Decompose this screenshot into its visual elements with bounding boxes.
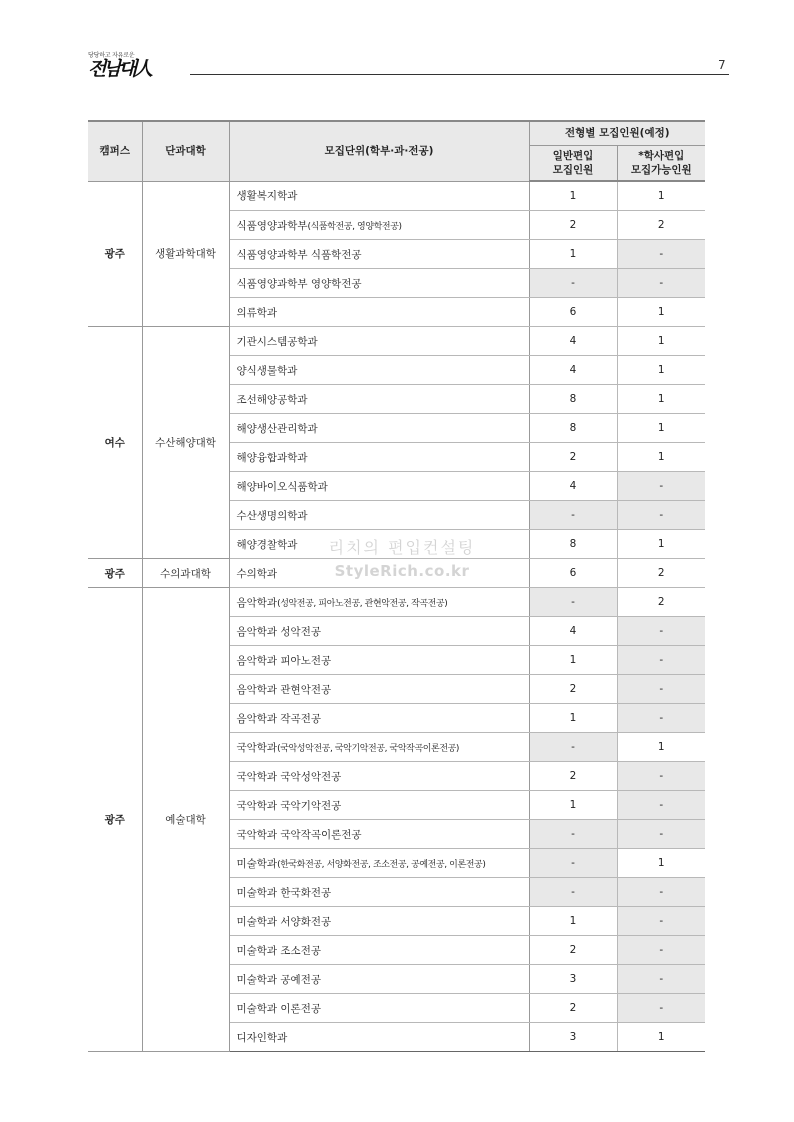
general-count-cell: 2: [529, 994, 617, 1023]
unit-name: 해양경찰학과: [236, 538, 298, 551]
unit-cell: [229, 472, 529, 501]
unit-name: 음악학과 성악전공: [236, 625, 321, 638]
unit-name: 수산생명의학과: [236, 509, 308, 522]
unit-subtitle: (성악전공, 피아노전공, 관현악전공, 작곡전공): [277, 598, 448, 609]
unit-name: 미술학과 공예전공: [236, 973, 321, 986]
table-row: [88, 327, 705, 356]
admission-table: [88, 120, 705, 1052]
unit-name: 국악학과 국악기악전공: [236, 799, 342, 812]
header-general-line1: 일반편입: [552, 149, 594, 162]
unit-name: 국악학과 국악작곡이론전공: [236, 828, 362, 841]
unit-name: 음악학과 관현악전공: [236, 683, 332, 696]
header-unit: 모집단위(학부·과·전공): [229, 121, 529, 181]
bachelor-count-cell: 1: [617, 327, 705, 356]
unit-cell: [229, 994, 529, 1023]
unit-name: 음악학과 피아노전공: [236, 654, 332, 667]
campus-cell: 광주: [88, 181, 142, 327]
college-cell: 예술대학: [142, 588, 229, 1052]
general-count-cell: 8: [529, 414, 617, 443]
header-rule: [190, 74, 729, 75]
unit-cell: [229, 646, 529, 675]
unit-cell: [229, 849, 529, 878]
unit-name: 수의학과: [236, 567, 278, 580]
general-count-cell: 4: [529, 327, 617, 356]
header-bachelor-line1: *학사편입: [638, 149, 685, 162]
bachelor-count-cell: 1: [617, 385, 705, 414]
general-count-cell: 2: [529, 443, 617, 472]
unit-name: 국악학과 국악성악전공: [236, 770, 342, 783]
unit-cell: [229, 675, 529, 704]
unit-cell: [229, 588, 529, 617]
campus-cell: 여수: [88, 327, 142, 559]
unit-name: 식품영양과학부 영양학전공: [236, 277, 362, 290]
general-count-cell: 3: [529, 1023, 617, 1052]
bachelor-count-cell: -: [617, 472, 705, 501]
unit-name: 국악학과: [236, 741, 278, 754]
bachelor-count-cell: -: [617, 965, 705, 994]
unit-cell: [229, 733, 529, 762]
bachelor-count-cell: -: [617, 704, 705, 733]
general-count-cell: -: [529, 501, 617, 530]
unit-name: 조선해양공학과: [236, 393, 308, 406]
campus-cell: 광주: [88, 559, 142, 588]
unit-name: 미술학과 서양화전공: [236, 915, 332, 928]
unit-cell: [229, 936, 529, 965]
bachelor-count-cell: 2: [617, 211, 705, 240]
general-count-cell: 3: [529, 965, 617, 994]
unit-name: 식품영양과학부 식품학전공: [236, 248, 362, 261]
unit-name: 식품영양과학부: [236, 219, 308, 232]
bachelor-count-cell: 1: [617, 530, 705, 559]
bachelor-count-cell: -: [617, 501, 705, 530]
bachelor-count-cell: -: [617, 762, 705, 791]
bachelor-count-cell: -: [617, 820, 705, 849]
unit-name: 음악학과: [236, 596, 278, 609]
unit-name: 디자인학과: [236, 1031, 288, 1044]
general-count-cell: -: [529, 849, 617, 878]
general-count-cell: -: [529, 878, 617, 907]
unit-subtitle: (국악성악전공, 국악기악전공, 국악작곡이론전공): [277, 743, 460, 754]
general-count-cell: 1: [529, 791, 617, 820]
bachelor-count-cell: -: [617, 994, 705, 1023]
general-count-cell: -: [529, 820, 617, 849]
unit-cell: [229, 414, 529, 443]
general-count-cell: 4: [529, 617, 617, 646]
general-count-cell: -: [529, 269, 617, 298]
unit-cell: [229, 327, 529, 356]
college-cell: 수산해양대학: [142, 327, 229, 559]
table-row: [88, 588, 705, 617]
watermark-line1: 리치의 편입컨설팅: [328, 538, 476, 557]
unit-name: 기관시스템공학과: [236, 335, 318, 348]
unit-cell: [229, 298, 529, 327]
general-count-cell: -: [529, 733, 617, 762]
unit-name: 양식생물학과: [236, 364, 298, 377]
general-count-cell: 6: [529, 559, 617, 588]
bachelor-count-cell: -: [617, 646, 705, 675]
header-recruit-group: 전형별 모집인원(예정): [529, 121, 705, 145]
unit-cell: [229, 762, 529, 791]
unit-name: 해양생산관리학과: [236, 422, 318, 435]
bachelor-count-cell: -: [617, 791, 705, 820]
unit-cell: [229, 559, 529, 588]
bachelor-count-cell: 2: [617, 559, 705, 588]
general-count-cell: 4: [529, 356, 617, 385]
unit-cell: [229, 704, 529, 733]
bachelor-count-cell: 1: [617, 733, 705, 762]
header-general-line2: 모집인원: [552, 163, 594, 176]
bachelor-count-cell: -: [617, 617, 705, 646]
bachelor-count-cell: -: [617, 878, 705, 907]
bachelor-count-cell: -: [617, 936, 705, 965]
general-count-cell: 2: [529, 211, 617, 240]
bachelor-count-cell: 1: [617, 849, 705, 878]
unit-subtitle: (한국화전공, 서양화전공, 조소전공, 공예전공, 이론전공): [277, 859, 486, 870]
general-count-cell: 6: [529, 298, 617, 327]
unit-cell: [229, 211, 529, 240]
general-count-cell: 1: [529, 240, 617, 269]
general-count-cell: 2: [529, 675, 617, 704]
general-count-cell: -: [529, 588, 617, 617]
header-general: [529, 145, 617, 181]
unit-cell: [229, 965, 529, 994]
page-number: 7: [718, 58, 726, 72]
unit-cell: [229, 240, 529, 269]
unit-name: 미술학과: [236, 857, 278, 870]
unit-cell: [229, 356, 529, 385]
unit-cell: [229, 791, 529, 820]
unit-cell: [229, 820, 529, 849]
bachelor-count-cell: 1: [617, 181, 705, 211]
unit-cell: [229, 181, 529, 211]
header-campus: 캠퍼스: [88, 121, 142, 181]
unit-name: 해양융합과학과: [236, 451, 308, 464]
logo-title: 전남대人: [88, 58, 151, 80]
unit-cell: [229, 878, 529, 907]
bachelor-count-cell: -: [617, 240, 705, 269]
unit-subtitle: (식품학전공, 영양학전공): [307, 221, 402, 232]
bachelor-count-cell: -: [617, 675, 705, 704]
bachelor-count-cell: -: [617, 269, 705, 298]
unit-cell: [229, 501, 529, 530]
unit-cell: [229, 907, 529, 936]
general-count-cell: 1: [529, 704, 617, 733]
unit-cell: [229, 530, 529, 559]
unit-cell: [229, 443, 529, 472]
unit-name: 의류학과: [236, 306, 278, 319]
table-row: [88, 559, 705, 588]
college-cell: 생활과학대학: [142, 181, 229, 327]
unit-name: 해양바이오식품학과: [236, 480, 328, 493]
bachelor-count-cell: -: [617, 907, 705, 936]
unit-cell: [229, 385, 529, 414]
bachelor-count-cell: 1: [617, 298, 705, 327]
general-count-cell: 1: [529, 646, 617, 675]
logo-tagline: 당당하고 자유로운: [88, 52, 135, 59]
general-count-cell: 4: [529, 472, 617, 501]
table-row: [88, 181, 705, 211]
unit-cell: [229, 617, 529, 646]
unit-name: 미술학과 한국화전공: [236, 886, 332, 899]
bachelor-count-cell: 2: [617, 588, 705, 617]
general-count-cell: 8: [529, 530, 617, 559]
unit-name: 생활복지학과: [236, 190, 298, 203]
general-count-cell: 1: [529, 907, 617, 936]
header-bachelor: [617, 145, 705, 181]
unit-cell: [229, 1023, 529, 1052]
header-bachelor-line2: 모집가능인원: [630, 163, 692, 176]
header-college: 단과대학: [142, 121, 229, 181]
bachelor-count-cell: 1: [617, 356, 705, 385]
college-cell: 수의과대학: [142, 559, 229, 588]
unit-name: 미술학과 이론전공: [236, 1002, 321, 1015]
unit-name: 미술학과 조소전공: [236, 944, 321, 957]
bachelor-count-cell: 1: [617, 443, 705, 472]
unit-cell: [229, 269, 529, 298]
general-count-cell: 2: [529, 762, 617, 791]
general-count-cell: 1: [529, 181, 617, 211]
logo: [88, 50, 178, 84]
bachelor-count-cell: 1: [617, 1023, 705, 1052]
campus-cell: 광주: [88, 588, 142, 1052]
watermark-line2: StyleRich.co.kr: [334, 562, 470, 580]
general-count-cell: 8: [529, 385, 617, 414]
general-count-cell: 2: [529, 936, 617, 965]
bachelor-count-cell: 1: [617, 414, 705, 443]
unit-name: 음악학과 작곡전공: [236, 712, 321, 725]
table-body: [88, 181, 705, 1052]
